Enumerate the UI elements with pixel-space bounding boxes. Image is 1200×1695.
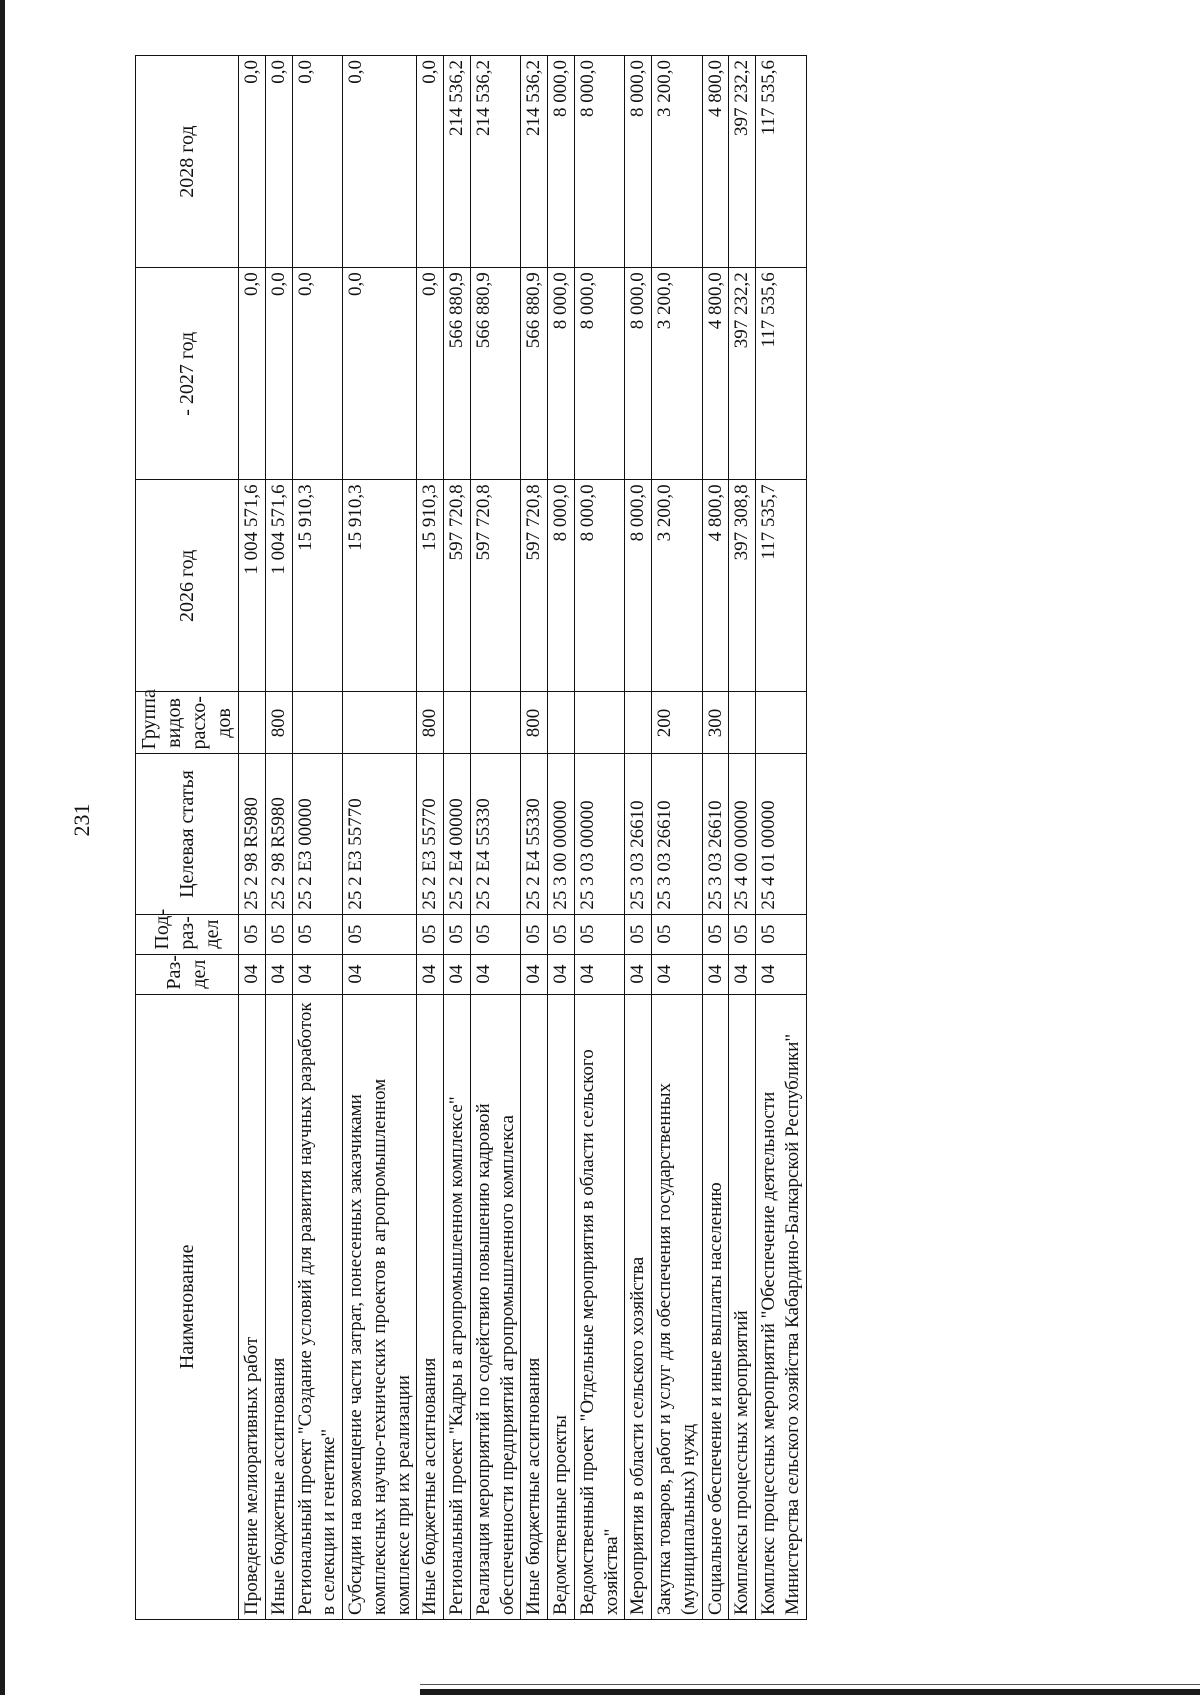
- table-row: [417, 56, 444, 1620]
- row-2028: 4 800,0: [702, 56, 729, 268]
- row-section: 04: [756, 954, 807, 994]
- row-expense-group: 800: [521, 692, 548, 754]
- row-2027: 8 000,0: [574, 268, 625, 480]
- row-section: 04: [702, 954, 729, 994]
- row-target: 25 2 E4 55330: [470, 754, 521, 914]
- row-name: Мероприятия в области сельского хозяйства: [625, 994, 652, 1619]
- table-row: [521, 56, 548, 1620]
- row-2026: 1 004 571,6: [239, 480, 266, 692]
- row-expense-group: [470, 692, 521, 754]
- scan-left-edge: [0, 0, 5, 1695]
- row-target: 25 3 00 00000: [548, 754, 575, 914]
- row-name: Ведомственные проекты: [548, 994, 575, 1619]
- row-2028: 0,0: [417, 56, 444, 268]
- row-2026: 8 000,0: [548, 480, 575, 692]
- row-2028: 0,0: [239, 56, 266, 268]
- row-target: 25 2 98 R5980: [239, 754, 266, 914]
- header-section: Раз- дел: [136, 954, 239, 994]
- row-2026: 15 910,3: [417, 480, 444, 692]
- row-2027: 4 800,0: [702, 268, 729, 480]
- row-2026: 117 535,7: [756, 480, 807, 692]
- row-2028: 214 536,2: [521, 56, 548, 268]
- row-expense-group: 800: [417, 692, 444, 754]
- row-name: Реализация мероприятий по содействию повышению кадровой обеспеченности предприятий агропромышленного комплекса: [470, 994, 521, 1619]
- row-subsection: 05: [548, 914, 575, 954]
- row-2027: 0,0: [292, 268, 343, 480]
- row-subsection: 05: [756, 914, 807, 954]
- row-name: Закупка товаров, работ и услуг для обеспечения государственных (муниципальных) нужд: [652, 994, 703, 1619]
- row-subsection: 05: [574, 914, 625, 954]
- row-2027: 8 000,0: [625, 268, 652, 480]
- row-subsection: 05: [239, 914, 266, 954]
- row-section: 04: [444, 954, 471, 994]
- row-2028: 8 000,0: [548, 56, 575, 268]
- header-expense-group: Группа видов расхо- дов: [136, 692, 239, 754]
- row-subsection: 05: [417, 914, 444, 954]
- row-2027: 8 000,0: [548, 268, 575, 480]
- row-2026: 1 004 571,6: [265, 480, 292, 692]
- table-row: [729, 56, 756, 1620]
- row-subsection: 05: [652, 914, 703, 954]
- row-expense-group: [444, 692, 471, 754]
- row-section: 04: [265, 954, 292, 994]
- table-row: [470, 56, 521, 1620]
- row-2028: 214 536,2: [444, 56, 471, 268]
- row-section: 04: [625, 954, 652, 994]
- row-2027: 566 880,9: [444, 268, 471, 480]
- row-target: 25 2 98 R5980: [265, 754, 292, 914]
- row-target: 25 2 E3 00000: [292, 754, 343, 914]
- row-2026: 8 000,0: [625, 480, 652, 692]
- scan-bottom-line: [420, 1684, 1200, 1685]
- header-name: Наименование: [136, 994, 239, 1619]
- header-2027: - 2027 год: [136, 268, 239, 480]
- row-2026: 15 910,3: [292, 480, 343, 692]
- row-expense-group: 200: [652, 692, 703, 754]
- row-name: Региональный проект "Кадры в агропромышленном комплексе": [444, 994, 471, 1619]
- row-2026: 597 720,8: [521, 480, 548, 692]
- row-section: 04: [239, 954, 266, 994]
- row-name: Иные бюджетные ассигнования: [521, 994, 548, 1619]
- table-row: [444, 56, 471, 1620]
- header-subsection: Под- раз- дел: [136, 914, 239, 954]
- row-2027: 566 880,9: [521, 268, 548, 480]
- row-subsection: 05: [343, 914, 417, 954]
- budget-table: [135, 55, 807, 1620]
- row-section: 04: [652, 954, 703, 994]
- row-subsection: 05: [625, 914, 652, 954]
- row-2026: 597 720,8: [470, 480, 521, 692]
- row-target: 25 4 00 00000: [729, 754, 756, 914]
- row-expense-group: [756, 692, 807, 754]
- row-expense-group: [574, 692, 625, 754]
- row-2027: 3 200,0: [652, 268, 703, 480]
- header-2028: 2028 год: [136, 56, 239, 268]
- row-expense-group: 300: [702, 692, 729, 754]
- row-2027: 397 232,2: [729, 268, 756, 480]
- row-expense-group: [239, 692, 266, 754]
- row-2028: 397 232,2: [729, 56, 756, 268]
- row-target: 25 3 03 26610: [652, 754, 703, 914]
- row-target: 25 2 E4 55330: [521, 754, 548, 914]
- row-2027: 117 535,6: [756, 268, 807, 480]
- table-row: [265, 56, 292, 1620]
- table-row: [756, 56, 807, 1620]
- row-2026: 397 308,8: [729, 480, 756, 692]
- row-expense-group: [343, 692, 417, 754]
- row-section: 04: [470, 954, 521, 994]
- row-2026: 4 800,0: [702, 480, 729, 692]
- row-subsection: 05: [729, 914, 756, 954]
- row-subsection: 05: [265, 914, 292, 954]
- row-subsection: 05: [521, 914, 548, 954]
- row-target: 25 2 E3 55770: [417, 754, 444, 914]
- table-row: [652, 56, 703, 1620]
- row-expense-group: [625, 692, 652, 754]
- row-2028: 0,0: [343, 56, 417, 268]
- row-target: 25 2 E4 00000: [444, 754, 471, 914]
- row-expense-group: [548, 692, 575, 754]
- table-row: [548, 56, 575, 1620]
- table-row: [343, 56, 417, 1620]
- row-name: Иные бюджетные ассигнования: [417, 994, 444, 1619]
- row-2028: 3 200,0: [652, 56, 703, 268]
- table-row: [574, 56, 625, 1620]
- table-row: [292, 56, 343, 1620]
- row-2027: 0,0: [265, 268, 292, 480]
- row-2027: 0,0: [239, 268, 266, 480]
- row-subsection: 05: [702, 914, 729, 954]
- row-section: 04: [548, 954, 575, 994]
- row-2026: 3 200,0: [652, 480, 703, 692]
- scan-bottom-edge: [420, 1689, 1200, 1695]
- row-target: 25 3 03 26610: [702, 754, 729, 914]
- page-number: 231: [69, 803, 94, 837]
- table-row: [625, 56, 652, 1620]
- row-2026: 597 720,8: [444, 480, 471, 692]
- row-section: 04: [574, 954, 625, 994]
- row-section: 04: [292, 954, 343, 994]
- row-expense-group: 800: [265, 692, 292, 754]
- row-2028: 214 536,2: [470, 56, 521, 268]
- row-2028: 8 000,0: [625, 56, 652, 268]
- row-2028: 8 000,0: [574, 56, 625, 268]
- row-subsection: 05: [292, 914, 343, 954]
- row-name: Субсидии на возмещение части затрат, понесенных заказчиками комплексных научно-технических проектов в агропромышленном комплексе при их реализации: [343, 994, 417, 1619]
- row-name: Ведомственный проект "Отдельные мероприятия в области сельского хозяйства": [574, 994, 625, 1619]
- row-2028: 0,0: [265, 56, 292, 268]
- row-target: 25 2 E3 55770: [343, 754, 417, 914]
- row-2026: 15 910,3: [343, 480, 417, 692]
- row-target: 25 4 01 00000: [756, 754, 807, 914]
- row-target: 25 3 03 26610: [625, 754, 652, 914]
- row-2027: 0,0: [417, 268, 444, 480]
- row-name: Иные бюджетные ассигнования: [265, 994, 292, 1619]
- row-section: 04: [729, 954, 756, 994]
- row-2027: 0,0: [343, 268, 417, 480]
- row-expense-group: [729, 692, 756, 754]
- row-subsection: 05: [470, 914, 521, 954]
- table-header: [136, 56, 239, 1620]
- row-2026: 8 000,0: [574, 480, 625, 692]
- table-row: [239, 56, 266, 1620]
- row-2027: 566 880,9: [470, 268, 521, 480]
- row-expense-group: [292, 692, 343, 754]
- table-body: [239, 56, 807, 1620]
- row-name: Региональный проект "Создание условий для развития научных разработок в селекции и генетике": [292, 994, 343, 1619]
- row-target: 25 3 03 00000: [574, 754, 625, 914]
- row-name: Комплексы процессных мероприятий: [729, 994, 756, 1619]
- table-row: [702, 56, 729, 1620]
- row-2028: 0,0: [292, 56, 343, 268]
- row-subsection: 05: [444, 914, 471, 954]
- rotated-page-content: [135, 55, 1155, 1620]
- row-section: 04: [521, 954, 548, 994]
- row-2028: 117 535,6: [756, 56, 807, 268]
- header-target: Целевая статья: [136, 754, 239, 914]
- row-section: 04: [343, 954, 417, 994]
- row-name: Проведение мелиоративных работ: [239, 994, 266, 1619]
- header-2026: 2026 год: [136, 480, 239, 692]
- row-section: 04: [417, 954, 444, 994]
- row-name: Социальное обеспечение и иные выплаты населению: [702, 994, 729, 1619]
- header-row: [136, 56, 239, 1620]
- row-name: Комплекс процессных мероприятий "Обеспечение деятельности Министерства сельского хозяйства Кабардино-Балкарской Республики": [756, 994, 807, 1619]
